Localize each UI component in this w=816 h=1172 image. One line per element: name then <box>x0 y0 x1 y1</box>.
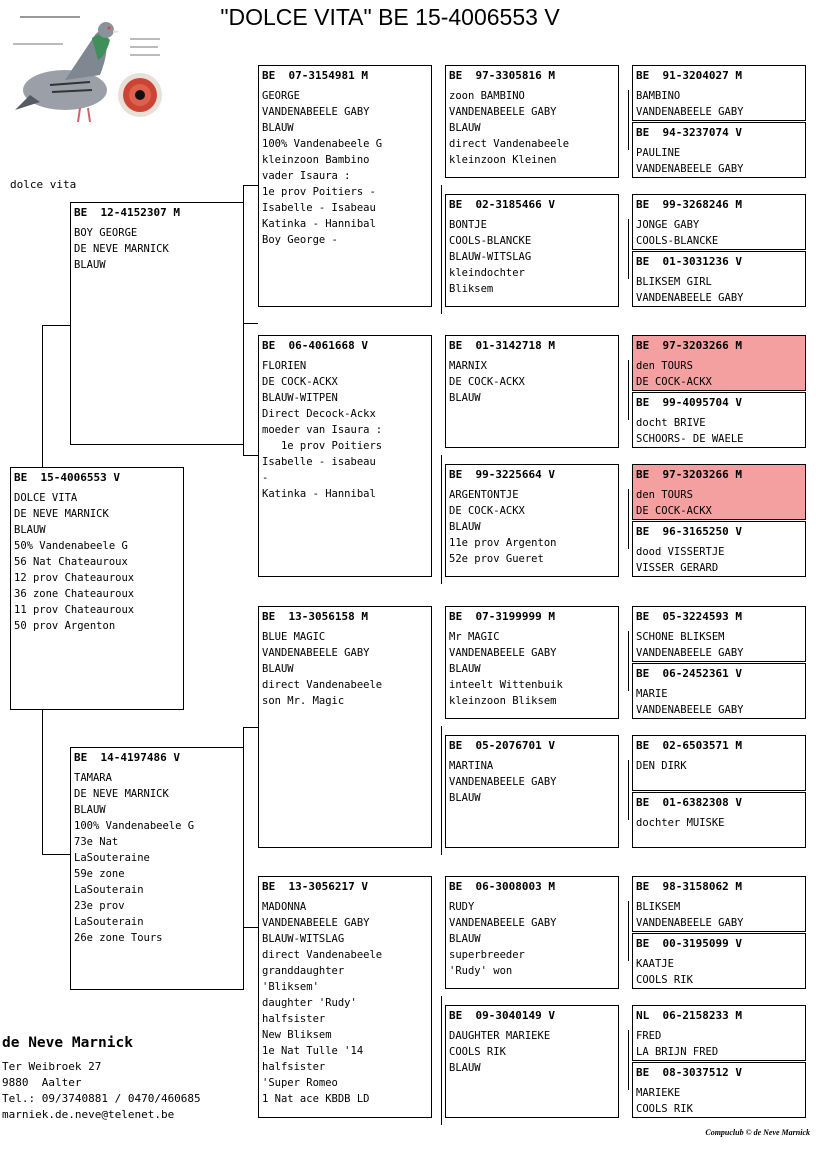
pigeon-info-line: LaSouterain <box>74 884 144 896</box>
pigeon-info-line: Katinka - Hannibal <box>262 218 376 230</box>
pigeon-info-line: VISSER GERARD <box>636 562 719 574</box>
pigeon-info-line: 52e prov Gueret <box>449 553 544 565</box>
pigeon-info-line: BLAUW <box>449 122 481 134</box>
pigeon-info-line: kleinzoon Bliksem <box>449 695 557 707</box>
pigeon-info-line: DE COCK-ACKX <box>262 376 338 388</box>
pigeon-info-line: 100% Vandenabeele G <box>74 820 195 832</box>
ancestor-box <box>632 876 806 932</box>
pigeon-info-line: daughter 'Rudy' <box>262 997 357 1009</box>
pigeon-info-line: BLAUW-WITPEN <box>262 392 338 404</box>
breeder-street: Ter Weibroek 27 <box>2 1060 102 1073</box>
sire-box <box>70 202 244 445</box>
pigeon-info-line: BLAUW <box>14 524 46 536</box>
ring-number: BE 15-4006553 V <box>14 471 120 484</box>
ring-number: BE 99-4095704 V <box>636 396 742 409</box>
pigeon-info-line: MARNIX <box>449 360 487 372</box>
ring-number: BE 05-2076701 V <box>449 739 555 752</box>
pigeon-info-line: SCHONE BLIKSEM <box>636 631 725 643</box>
great-grandparent-box <box>445 876 619 989</box>
pigeon-info-line: Isabelle - isabeau <box>262 456 376 468</box>
ring-number: BE 97-3203266 M <box>636 468 742 481</box>
pigeon-info-line: 73e Nat <box>74 836 119 848</box>
pigeon-info-line: BLAUW <box>262 663 294 675</box>
ancestor-box <box>632 122 806 178</box>
pigeon-info-line: DE NEVE MARNICK <box>74 243 169 255</box>
breeder-city: 9880 Aalter <box>2 1076 82 1089</box>
pigeon-info-line: 26e zone Tours <box>74 932 163 944</box>
dam-box <box>70 747 244 990</box>
pigeon-info-line: 23e prov <box>74 900 125 912</box>
pigeon-info-line: DE NEVE MARNICK <box>14 508 109 520</box>
pigeon-info-line: LaSouteraine <box>74 852 150 864</box>
ancestor-box <box>632 392 806 448</box>
ring-number: BE 98-3158062 M <box>636 880 742 893</box>
pigeon-info-line: moeder van Isaura : <box>262 424 383 436</box>
pigeon-info-line: den TOURS <box>636 360 693 372</box>
ancestor-box <box>632 735 806 791</box>
pigeon-info-line: 1e prov Poitiers - <box>262 186 376 198</box>
pigeon-info-line: DE COCK-ACKX <box>636 505 712 517</box>
pigeon-info-line: ARGENTONTJE <box>449 489 519 501</box>
pigeon-info-line: KAATJE <box>636 958 674 970</box>
pigeon-info-line: Mr MAGIC <box>449 631 500 643</box>
pigeon-info-line: JONGE GABY <box>636 219 700 231</box>
pigeon-info-line: LaSouterain <box>74 916 144 928</box>
pigeon-info-line: BLAUW <box>74 804 106 816</box>
pigeon-info-line: halfsister <box>262 1013 326 1025</box>
pigeon-info-line: DE COCK-ACKX <box>636 376 712 388</box>
ring-number: BE 00-3195099 V <box>636 937 742 950</box>
grandparent-box <box>258 876 432 1118</box>
pigeon-info-line: BLAUW <box>449 521 481 533</box>
ancestor-box <box>632 251 806 307</box>
ring-number: BE 06-4061668 V <box>262 339 368 352</box>
ring-number: BE 94-3237074 V <box>636 126 742 139</box>
pigeon-info-line: kleindochter <box>449 267 525 279</box>
pigeon-name-label: dolce vita <box>10 178 77 191</box>
pigeon-info-line: direct Vandenabeele <box>262 679 383 691</box>
pigeon-info-line: VANDENABEELE GABY <box>262 917 370 929</box>
grandparent-box <box>258 335 432 577</box>
pigeon-info-line: BONTJE <box>449 219 487 231</box>
pigeon-info-line: COOLS RIK <box>636 1103 693 1115</box>
ring-number: BE 97-3305816 M <box>449 69 555 82</box>
ring-number: BE 99-3225664 V <box>449 468 555 481</box>
pigeon-info-line: VANDENABEELE GABY <box>262 647 370 659</box>
eye-icon <box>118 73 162 117</box>
pigeon-info-line: MADONNA <box>262 901 307 913</box>
pigeon-info-line: VANDENABEELE GABY <box>449 776 557 788</box>
ring-number: BE 05-3224593 M <box>636 610 742 623</box>
ancestor-box <box>632 464 806 520</box>
pigeon-info-line: 36 zone Chateauroux <box>14 588 135 600</box>
pigeon-info-line: New Bliksem <box>262 1029 332 1041</box>
ring-number: BE 96-3165250 V <box>636 525 742 538</box>
ancestor-box <box>632 663 806 719</box>
pigeon-info-line: Boy George - <box>262 234 338 246</box>
pigeon-info-line: docht BRIVE <box>636 417 706 429</box>
pigeon-info-line: DOLCE VITA <box>14 492 78 504</box>
subject-box <box>10 467 184 710</box>
pigeon-info-line: 'Rudy' won <box>449 965 513 977</box>
pigeon-info-line: FRED <box>636 1030 662 1042</box>
ring-number: BE 01-3031236 V <box>636 255 742 268</box>
pigeon-info-line: Bliksem <box>449 283 494 295</box>
pigeon-info-line: LA BRIJN FRED <box>636 1046 719 1058</box>
pigeon-info-line: dood VISSERTJE <box>636 546 725 558</box>
pigeon-info-line: Direct Decock-Ackx <box>262 408 376 420</box>
pigeon-info-line: Isabelle - Isabeau <box>262 202 376 214</box>
pigeon-info-line: BLAUW <box>449 933 481 945</box>
pigeon-info-line: zoon BAMBINO <box>449 90 525 102</box>
ring-number: BE 07-3199999 M <box>449 610 555 623</box>
ring-number: BE 02-6503571 M <box>636 739 742 752</box>
ring-number: BE 91-3204027 M <box>636 69 742 82</box>
ancestor-box <box>632 521 806 577</box>
ancestor-box <box>632 335 806 391</box>
pigeon-info-line: direct Vandenabeele <box>449 138 570 150</box>
pigeon-info-line: DAUGHTER MARIEKE <box>449 1030 551 1042</box>
pigeon-info-line: DE COCK-ACKX <box>449 505 525 517</box>
ring-number: BE 07-3154981 M <box>262 69 368 82</box>
pigeon-info-line: FLORIEN <box>262 360 307 372</box>
breeder-phone: Tel.: 09/3740881 / 0470/460685 <box>2 1092 201 1105</box>
breeder-email[interactable]: marniek.de.neve@telenet.be <box>2 1108 175 1121</box>
pigeon-info-line: halfsister <box>262 1061 326 1073</box>
pigeon-info-line: BLAUW <box>262 122 294 134</box>
pigeon-info-line: kleinzoon Kleinen <box>449 154 557 166</box>
pigeon-info-line: BLAUW <box>449 392 481 404</box>
ring-number: BE 99-3268246 M <box>636 198 742 211</box>
pigeon-info-line: COOLS-BLANCKE <box>636 235 719 247</box>
pigeon-info-line: COOLS RIK <box>449 1046 506 1058</box>
ring-number: BE 06-3008003 M <box>449 880 555 893</box>
pigeon-info-line: VANDENABEELE GABY <box>636 292 744 304</box>
pigeon-icon <box>15 22 120 122</box>
ring-number: BE 13-3056217 V <box>262 880 368 893</box>
pigeon-info-line: BLAUW <box>449 1062 481 1074</box>
pigeon-info-line: BLAUW <box>74 259 106 271</box>
page-title: "DOLCE VITA" BE 15-4006553 V <box>220 4 560 30</box>
pigeon-info-line: vader Isaura : <box>262 170 351 182</box>
pigeon-info-line: VANDENABEELE GABY <box>636 917 744 929</box>
pigeon-info-line: superbreeder <box>449 949 525 961</box>
pigeon-info-line: MARIEKE <box>636 1087 681 1099</box>
pigeon-info-line: 12 prov Chateauroux <box>14 572 135 584</box>
pigeon-info-line: BLAUW-WITSLAG <box>449 251 532 263</box>
pigeon-info-line: kleinzoon Bambino <box>262 154 370 166</box>
pigeon-info-line: VANDENABEELE GABY <box>449 106 557 118</box>
ring-number: BE 01-3142718 M <box>449 339 555 352</box>
great-grandparent-box <box>445 1005 619 1118</box>
pigeon-info-line: VANDENABEELE GABY <box>636 647 744 659</box>
pigeon-info-line: BLAUW-WITSLAG <box>262 933 345 945</box>
breeder-name: de Neve Marnick <box>2 1035 133 1051</box>
pigeon-info-line: RUDY <box>449 901 475 913</box>
pigeon-info-line: direct Vandenabeele <box>262 949 383 961</box>
pigeon-info-line: granddaughter <box>262 965 345 977</box>
ring-number: BE 12-4152307 M <box>74 206 180 219</box>
pigeon-info-line: VANDENABEELE GABY <box>636 106 744 118</box>
ancestor-box <box>632 65 806 121</box>
ring-number: BE 01-6382308 V <box>636 796 742 809</box>
pigeon-info-line: BLAUW <box>449 792 481 804</box>
pigeon-info-line: SCHOORS- DE WAELE <box>636 433 744 445</box>
pigeon-info-line: 1e prov Poitiers <box>262 440 383 452</box>
pigeon-info-line: inteelt Wittenbuik <box>449 679 563 691</box>
ancestor-box <box>632 792 806 848</box>
pigeon-info-line: COOLS RIK <box>636 974 693 986</box>
grandparent-box <box>258 65 432 307</box>
pigeon-info-line: 11e prov Argenton <box>449 537 557 549</box>
pigeon-info-line: BAMBINO <box>636 90 681 102</box>
pigeon-info-line: DE COCK-ACKX <box>449 376 525 388</box>
great-grandparent-box <box>445 606 619 719</box>
pigeon-info-line: VANDENABEELE GABY <box>636 163 744 175</box>
great-grandparent-box <box>445 65 619 178</box>
pigeon-info-line: 100% Vandenabeele G <box>262 138 383 150</box>
great-grandparent-box <box>445 335 619 448</box>
ring-number: BE 13-3056158 M <box>262 610 368 623</box>
pigeon-info-line: 59e zone <box>74 868 125 880</box>
pigeon-info-line: BLUE MAGIC <box>262 631 326 643</box>
great-grandparent-box <box>445 735 619 848</box>
ancestor-box <box>632 1062 806 1118</box>
pigeon-info-line: BLIKSEM GIRL <box>636 276 712 288</box>
pigeon-info-line: 50% Vandenabeele G <box>14 540 128 552</box>
pigeon-info-line: VANDENABEELE GABY <box>449 647 557 659</box>
ancestor-box <box>632 194 806 250</box>
pigeon-info-line: BLAUW <box>449 663 481 675</box>
ring-number: BE 02-3185466 V <box>449 198 555 211</box>
ring-number: BE 09-3040149 V <box>449 1009 555 1022</box>
pigeon-info-line: DE NEVE MARNICK <box>74 788 169 800</box>
ancestor-box <box>632 1005 806 1061</box>
pigeon-info-line: 'Super Romeo <box>262 1077 338 1089</box>
ring-number: NL 06-2158233 M <box>636 1009 742 1022</box>
pigeon-info-line: VANDENABEELE GABY <box>449 917 557 929</box>
ring-number: BE 97-3203266 M <box>636 339 742 352</box>
pigeon-info-line: son Mr. Magic <box>262 695 345 707</box>
pigeon-info-line: BOY GEORGE <box>74 227 138 239</box>
pigeon-info-line: TAMARA <box>74 772 112 784</box>
pigeon-info-line: 'Bliksem' <box>262 981 319 993</box>
pigeon-info-line: GEORGE <box>262 90 300 102</box>
pigeon-info-line: MARTINA <box>449 760 494 772</box>
pigeon-info-line: PAULINE <box>636 147 681 159</box>
credit-footer: Compuclub © de Neve Marnick <box>705 1128 810 1137</box>
ring-number: BE 14-4197486 V <box>74 751 180 764</box>
pigeon-info-line: - <box>262 472 269 484</box>
pigeon-info-line: den TOURS <box>636 489 693 501</box>
pigeon-info-line: 50 prov Argenton <box>14 620 116 632</box>
pigeon-info-line: 1e Nat Tulle '14 <box>262 1045 364 1057</box>
pigeon-info-line: dochter MUISKE <box>636 817 725 829</box>
pigeon-info-line: BLIKSEM <box>636 901 681 913</box>
grandparent-box <box>258 606 432 848</box>
great-grandparent-box <box>445 464 619 577</box>
pigeon-info-line: Katinka - Hannibal <box>262 488 376 500</box>
ring-number: BE 08-3037512 V <box>636 1066 742 1079</box>
ancestor-box <box>632 933 806 989</box>
pigeon-info-line: MARIE <box>636 688 668 700</box>
pigeon-info-line: VANDENABEELE GABY <box>262 106 370 118</box>
pigeon-info-line: COOLS-BLANCKE <box>449 235 532 247</box>
pigeon-info-line: 11 prov Chateauroux <box>14 604 135 616</box>
pigeon-info-line: DEN DIRK <box>636 760 687 772</box>
pigeon-info-line: VANDENABEELE GABY <box>636 704 744 716</box>
ancestor-box <box>632 606 806 662</box>
great-grandparent-box <box>445 194 619 307</box>
pigeon-info-line: 1 Nat ace KBDB LD <box>262 1093 370 1105</box>
ring-number: BE 06-2452361 V <box>636 667 742 680</box>
pigeon-logo <box>10 10 170 130</box>
pigeon-info-line: 56 Nat Chateauroux <box>14 556 128 568</box>
